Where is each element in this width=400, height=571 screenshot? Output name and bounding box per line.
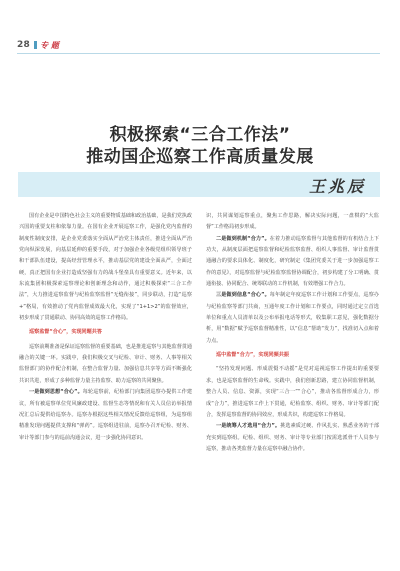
running-header [17, 40, 59, 50]
right-column [206, 211, 379, 455]
article-title-line-1: 积极探索“三合工作法” [109, 125, 291, 145]
section-subheading: 巡察监督“合心”，实现同题共答 [29, 329, 102, 336]
left-column [19, 211, 192, 444]
paragraph-body: 在着力推动巡察监督与其他监督的有机结合上下功夫，从制度层面把巡察监督和纪检监察监督、组织人事监督、审计监督贯通融合的要求具体化、制度化，研究制定《集团党委关于进一步加强巡察工作的意见》，对巡察监督与纪检监察监督协调配合，初步构建了分工明确、贯通衔接、协同配合、统筹联动的工作机制，有效增强工作合力。 [206, 235, 379, 288]
paragraph-lead: 一是做到思想“合心”。 [29, 389, 83, 396]
paragraph [19, 387, 192, 444]
author-name: 王兆辰 [308, 177, 366, 196]
paragraph-lead: 三是做到信息“合心”。 [216, 292, 270, 299]
paragraph-lead: 二是做到机制“合力”。 [216, 235, 270, 242]
paragraph: “坚持发现问题、形成震慑不动摇”是党对巡视巡察工作提出的重要要求，也是巡察监督的生命线。实践中，我们创新思路，建立协同监督机制，整合人员、信息、资源，实现“三合一”“合心”，推动各监督形成合力，形成“合力”，推进巡察工作上下贯通，纪检监察、组织、财务、审计等部门配合，发挥巡察监督的协同效应，形成共识，构建巡察工作格局。 [206, 366, 379, 418]
header-rule [17, 53, 380, 54]
paragraph [206, 421, 379, 455]
paragraph [206, 234, 379, 291]
page-number: 28 [17, 40, 31, 50]
paragraph-body: 每轮巡察前，纪检部门向集团巡察办提供工作建议，所有被巡察单位党风廉政建设、监督生态等情况和有关人员信访举报情况汇总后提供给巡察办。巡察办根据这些相关情况反馈给巡察组，为巡察组精准发现问题提供支撑和“弹药”。巡察组进驻前，巡察办召开纪检、财务、审计等部门参与的巡前沟通会议，进一步强化协同意识。 [19, 389, 192, 441]
paragraph: 巡察前期准备是保证巡察监督的重要基础，也是推进巡察与其他监督贯通融合的关键一环。实践中，我们积极交叉与纪检、审计、财务、人事等相关监督部门的协作配合机制，在整合监督力量、加强信息共享等方面不断强化共识共进，形成了多种监督力量主持监察、助力巡察的共同聚焦。 [19, 343, 193, 384]
section-subheading: 巡中监督“合力”，实现同频共振 [216, 352, 289, 359]
paragraph [206, 290, 379, 347]
paragraph-body: 每年制定年度巡察工作计划和工作要点，巡察办与纪检监察等部门共商，互通年度工作计划和工作要点，同时通过定立首选单位和重点人员清单以及公布举报电话等形式，收集职工意见，强化数据分析，用“数据”赋予巡察监督精准性，以“信息”帮助“发力”，找准切入点和着力点。 [206, 292, 379, 344]
paragraph: 识，共同谋划巡察重点，聚焦工作思路，解决实际问题，一盘棋的“大监督”工作格局初步形成。 [206, 213, 379, 231]
header-marker [34, 41, 37, 49]
paragraph-body: 挑选素质过硬、作风扎实、熟悉业务的干部充实到巡察组。纪检、组织、财务、审计等专业部门按需选派骨干人员参与巡察，推动各类监督力量在巡察中融合协作。 [206, 423, 379, 452]
section-label: 专 题 [40, 40, 59, 50]
article-title-line-2: 推动国企巡察工作高质量发展 [86, 147, 314, 167]
paragraph-lead: 一是统筹人才选用“合力”。 [216, 423, 281, 430]
paragraph: 国有企业是中国特色社会主义的重要物质基础和政治基础，是我们党执政兴国的重要支柱和依靠力量。在国有企业开展巡察工作，是强化党内监督的制度性制度安排，是企业党委落实全面从严治党主体责任，推进全面从严治党向纵深发展，向基层延伸的重要手段，对于加强企业各级党组织领导班子和干部队伍建设，提高经营管理水平，推动基层党的建设全面从严，全面过硬，真正把国有企业打造成坚强有力的战斗堡垒具有重要意义。近年来，以东流集团积极探索巡察理论和创新理念和动作，通过积极探索“三合工作法”，大力推进巡察监督与纪检监察监督“无缝衔接”，同步联动，打造“巡察+”格局，有效推动了党内监督成效最大化，实现了“1+1>2”的监督效应，初步形成了贯通联动、协同高效的巡察工作格局。 [19, 213, 193, 322]
author-band [18, 172, 380, 197]
